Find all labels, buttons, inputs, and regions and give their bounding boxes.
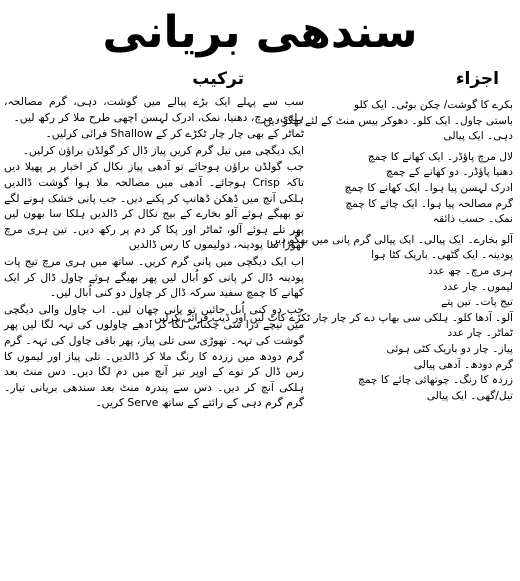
recipe-heading: ترکیب (192, 69, 244, 89)
ingredient-item: آلو بخارے۔ ایک پیالی۔ ایک پیالی گرم پانی میں بھگو دیں (270, 233, 513, 246)
ingredient-item: ادرک لہسن پیا ہوا۔ ایک کھانے کا چمچ (344, 181, 513, 194)
ingredient-item: لال مرچ پاؤڈر۔ ایک کھانے کا چمچ (367, 150, 513, 163)
ingredient-item: گرم دودھ۔ آدھی پیالی (413, 358, 513, 371)
ingredient-item: باستی چاول۔ ایک کلو۔ دھوکر بیس منٹ کے لئے بھگو دیں (263, 114, 513, 127)
ingredient-item: دہی۔ ایک پیالی (443, 130, 513, 143)
ingredient-item: پیاز۔ چار دو باریک کٹی ہوئی (386, 342, 513, 355)
ingredient-item: تیج پات۔ تین پتے (440, 296, 513, 309)
recipe-paragraph: جب گولڈن براؤن ہوجائے تو آدھی پیاز نکال کر اخبار پر پھیلا دیں تاکہ Crisp ہوجائے۔ آدھی میں مصالحہ ملا ہوا گوشت ڈالدیں ہلکی آنچ میں ڈھکن ڈھانپ کر پکنے دیں۔ جب پانی خشک ہونے لگے تو بھیگے ہوئے آلو بخارے کے بیج نکال کر ڈالدیں ہلکا سا بھون لیں پھر تلے ہوئے آلو، ٹماٹر اور پکا کر دم پر رکھ دیں۔ تین ہری مرچ تھوڑا سا پودینہ، دولیموں کا رس ڈالدیں (4, 160, 304, 252)
ingredient-item: نمک۔ حسب ذائقہ (432, 213, 513, 226)
ingredient-item: بکرے کا گوشت/ چکن بوٹی۔ ایک کلو (354, 99, 513, 111)
ingredient-item: ٹماٹر۔ چار عدد (447, 327, 513, 340)
ingredient-item: آلو۔ آدھا کلو۔ ہلکی سی بھاپ دے کر چار چار ٹکڑے کاٹ لیں اور ڈیپ فرائی کرلیں۔ (147, 311, 513, 324)
recipe-paragraph: اب ایک دیگچی میں پانی گرم کریں۔ ساتھ میں ہری مرچ تیج پات پودینہ ڈال کر پانی کو اُبال لیں پھر بھیگے ہوئے چاول ڈال کر ایک کھانے کا چمچ سفید سرکہ ڈال کر چاول دو کنی اُبال لیں۔ (4, 254, 304, 300)
recipe-paragraph: جب دو کنی اُبل جائیں تو پانی چھان لیں۔ اب چاول والی دیگچی میں نیچے ذرا سی چکنائی لگا کر ادھے چاولوں کی تہہ لگا لیں پھر گوشت کی تہہ۔ تھوڑی سی تلی پیاز، پھر باقی چاول کی تہہ۔ گرم گرم دودھ میں زردہ کا رنگ ملا کر ڈالدیں۔ تلی پیاز اور لیموں کا رس ڈال کر توے کے اوپر تیز آنچ میں دم لگا دیں۔ دس منٹ بعد ہلکی آنچ کر دیں۔ دس سے پندرہ منٹ بعد سندھی بریانی تیار۔ گرم گرم دہی کے رائتے کے ساتھ Serve کریں۔ (4, 302, 304, 410)
ingredient-item: لیموں۔ چار عدد (442, 280, 513, 293)
page-title: سندھی بریانی (102, 7, 418, 58)
ingredients-heading: اجزاء (455, 69, 499, 89)
recipe-paragraph: ٹماٹر کے بھی چار چار ٹکڑے کر کے Shallow فرائی کرلیں۔ (45, 127, 304, 141)
recipe-paragraph: سب سے پہلے ایک بڑے پیالے میں گوشت، دہی، گرم مصالحہ، ہلدی، مرچ، دھنیا، نمک، ادرک لہسن اچھی طرح ملا کر رکھ لیں۔ (4, 95, 304, 124)
ingredient-item: تیل/گھی۔ ایک پیالی (426, 389, 513, 402)
ingredient-item: گرم مصالحہ پیا ہوا۔ ایک چائے کا چمچ (345, 197, 513, 210)
ingredient-item: پودینہ۔ ایک گٹھی۔ باریک کٹا ہوا (371, 249, 513, 262)
ingredient-item: زردہ کا رنگ۔ چوتھائی چائے کا چمچ (358, 374, 513, 387)
recipe-paragraph: ایک دیگچی میں تیل گرم کریں پیاز ڈال کر گولڈن براؤن کرلیں۔ (22, 143, 304, 157)
ingredient-item: ہری مرچ۔ چھ عدد (428, 264, 513, 277)
ingredient-item: دھنیا پاؤڈر۔ دو کھانے کے چمچ (385, 166, 513, 179)
recipe-section (4, 68, 304, 412)
